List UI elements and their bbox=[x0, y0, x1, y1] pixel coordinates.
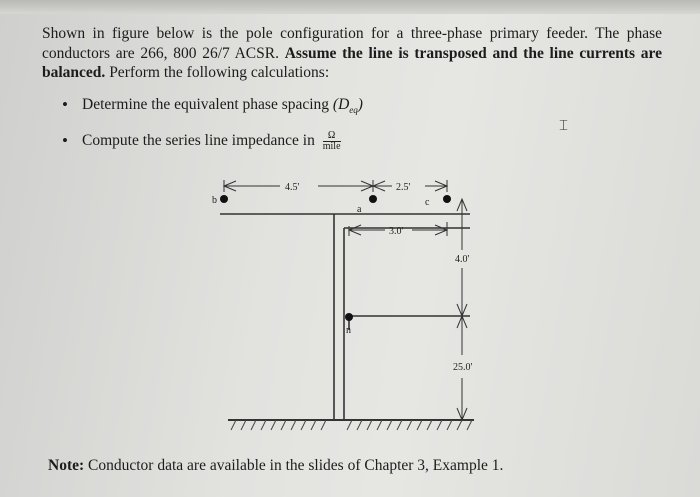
dim-label-4-5: 4.5' bbox=[285, 182, 300, 193]
task-deq-text: Determine the equivalent phase spacing bbox=[82, 96, 330, 113]
deq-symbol: $(D_{eq})$ bbox=[332, 96, 363, 116]
conductor-c bbox=[443, 195, 451, 203]
dim-label-4-0: 4.0' bbox=[455, 254, 470, 265]
dim-label-25-0: 25.0' bbox=[453, 362, 473, 373]
unit-denominator: mile bbox=[322, 140, 341, 152]
conductor-n bbox=[345, 313, 353, 321]
task-impedance-text: Compute the series line impedance in bbox=[82, 132, 315, 149]
label-n: n bbox=[346, 325, 351, 336]
intro-bold-text: Assume the line is transposed and the line currents are balanced. bbox=[42, 44, 663, 81]
conductor-b bbox=[220, 195, 228, 203]
conductor-a bbox=[369, 195, 377, 203]
note-text: Conductor data are available in the slides of Chapter 3, Example 1. bbox=[88, 457, 504, 474]
intro-tail-text: Perform the following calculations: bbox=[109, 64, 330, 81]
label-a: a bbox=[357, 204, 362, 215]
label-b: b bbox=[212, 195, 217, 206]
intro-text: Shown in figure below is the pole configuration for a three-phase primary feeder. The phase conductors are 266, 800 26/7 ACSR. bbox=[42, 25, 662, 62]
dim-label-3-0: 3.0' bbox=[389, 226, 404, 237]
dim-label-2-5: 2.5' bbox=[396, 182, 411, 193]
unit-numerator: Ω bbox=[323, 131, 341, 142]
note-label: Note: bbox=[48, 457, 85, 474]
text-cursor-icon: ⌶ bbox=[559, 118, 569, 134]
ground-hatching bbox=[231, 420, 472, 430]
note bbox=[48, 457, 503, 475]
label-c: c bbox=[425, 197, 430, 208]
